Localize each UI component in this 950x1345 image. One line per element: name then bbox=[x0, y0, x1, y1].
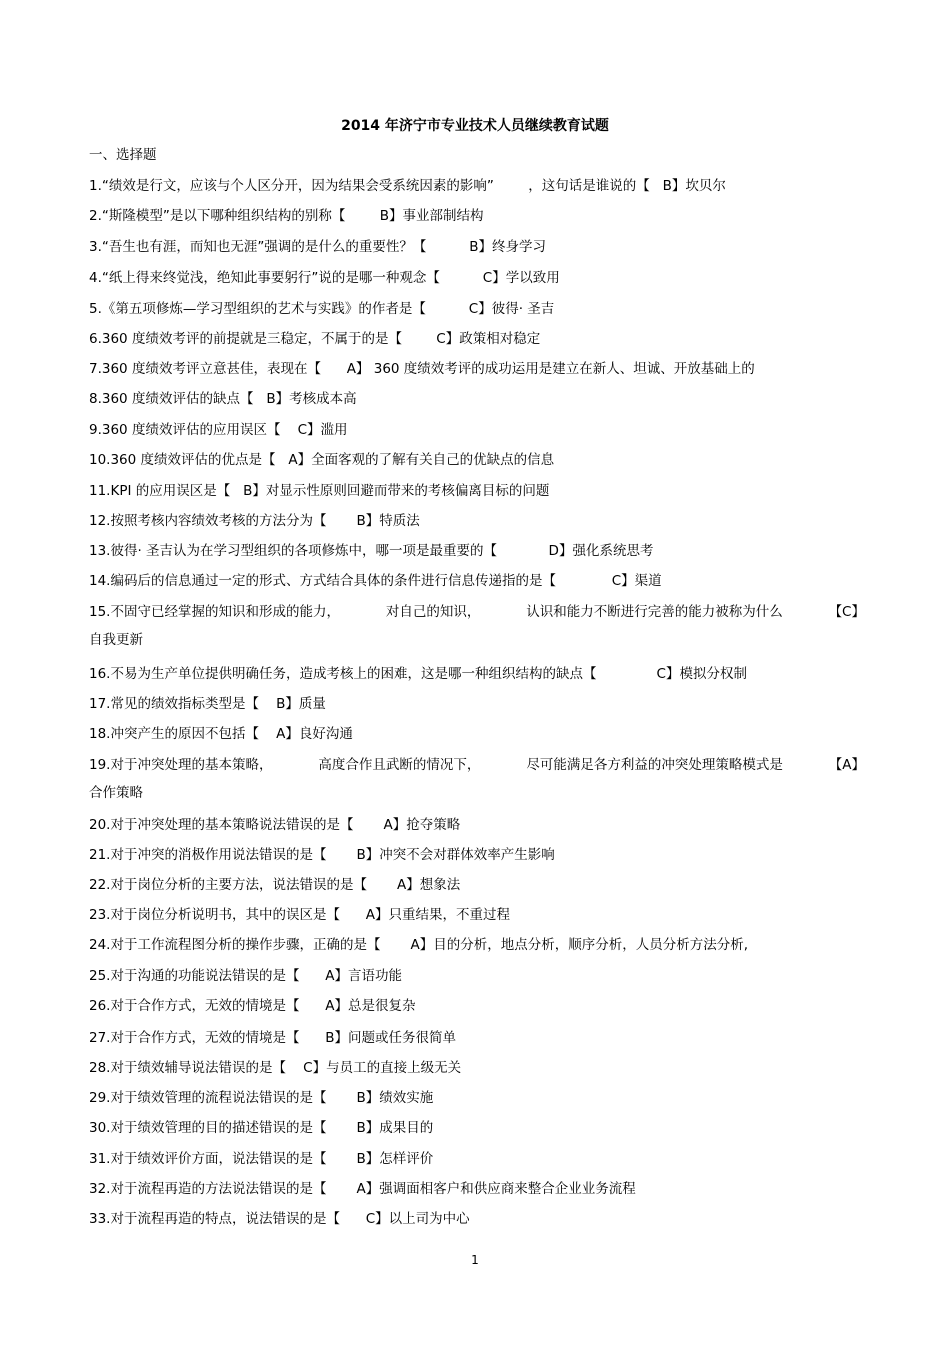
question-text: 对自己的知识， bbox=[385, 604, 481, 620]
answer-text: B】绩效实施 bbox=[326, 1090, 434, 1106]
question-text: 27.对于合作方式，无效的情境是【 bbox=[89, 1030, 300, 1046]
question-item bbox=[89, 1209, 869, 1229]
question-text: 13.彼得· 圣吉认为在学习型组织的各项修炼中，哪一项是最重要的【 bbox=[89, 543, 498, 559]
question-item bbox=[89, 389, 869, 409]
answer-text: A】总是很复杂 bbox=[299, 998, 416, 1014]
question-item bbox=[89, 905, 869, 925]
answer-text: B】考核成本高 bbox=[253, 391, 357, 407]
answer-text: 合作策略 bbox=[89, 785, 143, 801]
answer-text: D】强化系统思考 bbox=[497, 543, 654, 559]
answer-text: C】彼得· 圣吉 bbox=[425, 301, 555, 317]
answer-text: C】滥用 bbox=[280, 422, 348, 438]
question-text: 10.360 度绩效评估的优点是【 bbox=[89, 452, 276, 468]
answer-text: A】言语功能 bbox=[299, 968, 402, 984]
question-item bbox=[89, 329, 869, 349]
question-text: 23.对于岗位分析说明书，其中的误区是【 bbox=[89, 907, 340, 923]
answer-text: A】目的分析，地点分析，顺序分析，人员分析方法分析, bbox=[380, 937, 749, 953]
question-item bbox=[89, 1179, 869, 1199]
question-text: 9.360 度绩效评估的应用误区【 bbox=[89, 422, 281, 438]
question-item bbox=[89, 1028, 869, 1048]
question-item bbox=[89, 875, 869, 895]
question-text: 16.不易为生产单位提供明确任务，造成考核上的困难，这是哪一种组织结构的缺点【 bbox=[89, 666, 597, 682]
question-text: 22.对于岗位分析的主要方法，说法错误的是【 bbox=[89, 877, 367, 893]
question-text: 认识和能力不断进行完善的能力被称为什么 bbox=[526, 604, 783, 620]
question-text: ，这句话是谁说的【 bbox=[528, 178, 650, 194]
question-item bbox=[89, 571, 869, 591]
question-text: 7.360 度绩效考评立意甚佳，表现在【 bbox=[89, 361, 321, 377]
question-text: 31.对于绩效评价方面，说法错误的是【 bbox=[89, 1151, 327, 1167]
answer-text: B】终身学习 bbox=[426, 239, 547, 255]
spacer bbox=[494, 178, 528, 194]
page-number: 1 bbox=[471, 1253, 479, 1267]
question-item bbox=[89, 541, 869, 561]
answer-text: 【C】 bbox=[828, 604, 865, 620]
question-text: 5.《第五项修炼—学习型组织的艺术与实践》的作者是【 bbox=[89, 301, 426, 317]
question-item bbox=[89, 755, 869, 803]
answer-text: B】特质法 bbox=[326, 513, 420, 529]
question-item bbox=[89, 481, 869, 501]
question-text: 32.对于流程再造的方法说法错误的是【 bbox=[89, 1181, 327, 1197]
question-item bbox=[89, 206, 869, 226]
question-item bbox=[89, 299, 869, 319]
question-item bbox=[89, 996, 869, 1016]
question-text: 20.对于冲突处理的基本策略说法错误的是【 bbox=[89, 817, 354, 833]
question-text: 6.360 度绩效考评的前提就是三稳定，不属于的是【 bbox=[89, 331, 402, 347]
question-text: 17.常见的绩效指标类型是【 bbox=[89, 696, 259, 712]
answer-text: B】问题或任务很简单 bbox=[299, 1030, 456, 1046]
question-text: 26.对于合作方式，无效的情境是【 bbox=[89, 998, 300, 1014]
answer-text: 自我更新 bbox=[89, 632, 143, 648]
question-text: 4.“纸上得来终觉浅，绝知此事要躬行”说的是哪一种观念【 bbox=[89, 270, 440, 286]
question-text: 19.对于冲突处理的基本策略， bbox=[89, 757, 273, 773]
question-item bbox=[89, 845, 869, 865]
answer-text: B】事业部制结构 bbox=[345, 208, 484, 224]
question-text: 11.KPI 的应用误区是【 bbox=[89, 483, 231, 499]
answer-text: B】成果目的 bbox=[326, 1120, 434, 1136]
question-text: 29.对于绩效管理的流程说法错误的是【 bbox=[89, 1090, 327, 1106]
question-item bbox=[89, 268, 869, 288]
question-item bbox=[89, 935, 869, 955]
question-text: 21.对于冲突的消极作用说法错误的是【 bbox=[89, 847, 327, 863]
document-title: 2014 年济宁市专业技术人员继续教育试题 bbox=[341, 118, 609, 134]
question-item bbox=[89, 694, 869, 714]
question-item bbox=[89, 176, 869, 196]
question-text: 18.冲突产生的原因不包括【 bbox=[89, 726, 259, 742]
question-text: 28.对于绩效辅导说法错误的是【 bbox=[89, 1060, 286, 1076]
question-item bbox=[89, 724, 869, 744]
question-item bbox=[89, 664, 869, 684]
question-item bbox=[89, 237, 869, 257]
answer-text: A】抢夺策略 bbox=[353, 817, 461, 833]
answer-text: C】模拟分权制 bbox=[596, 666, 747, 682]
answer-text: C】以上司为中心 bbox=[339, 1211, 470, 1227]
answer-text: B】坎贝尔 bbox=[649, 178, 726, 194]
question-text: 24.对于工作流程图分析的操作步骤，正确的是【 bbox=[89, 937, 381, 953]
answer-text: A】只重结果，不重过程 bbox=[339, 907, 510, 923]
question-text: 3.“吾生也有涯，而知也无涯”强调的是什么的重要性？【 bbox=[89, 239, 427, 255]
question-text: 尽可能满足各方利益的冲突处理策略模式是 bbox=[526, 757, 783, 773]
question-text: 15.不固守已经掌握的知识和形成的能力， bbox=[89, 604, 340, 620]
answer-text: C】学以致用 bbox=[439, 270, 560, 286]
question-item bbox=[89, 1118, 869, 1138]
answer-text: A】全面客观的了解有关自己的优缺点的信息 bbox=[275, 452, 555, 468]
question-item bbox=[89, 420, 869, 440]
answer-text: B】怎样评价 bbox=[326, 1151, 434, 1167]
question-text: 30.对于绩效管理的目的描述错误的是【 bbox=[89, 1120, 327, 1136]
question-text: 25.对于沟通的功能说法错误的是【 bbox=[89, 968, 300, 984]
section-heading: 一、选择题 bbox=[89, 147, 157, 163]
question-text: 1.“绩效是行文，应该与个人区分开，因为结果会受系统因素的影响” bbox=[89, 178, 494, 194]
answer-text: C】与员工的直接上级无关 bbox=[285, 1060, 462, 1076]
answer-text: A】 360 度绩效考评的成功运用是建立在新人、坦诚、开放基础上的 bbox=[320, 361, 755, 377]
question-text: 8.360 度绩效评估的缺点【 bbox=[89, 391, 254, 407]
answer-text: A】强调面相客户和供应商来整合企业业务流程 bbox=[326, 1181, 636, 1197]
question-text: 高度合作且武断的情况下， bbox=[318, 757, 481, 773]
question-item bbox=[89, 1088, 869, 1108]
answer-text: C】渠道 bbox=[555, 573, 662, 589]
question-item bbox=[89, 450, 869, 470]
question-item bbox=[89, 511, 869, 531]
question-text: 33.对于流程再造的特点，说法错误的是【 bbox=[89, 1211, 340, 1227]
question-item bbox=[89, 966, 869, 986]
question-item bbox=[89, 815, 869, 835]
answer-text: A】良好沟通 bbox=[258, 726, 353, 742]
question-text: 12.按照考核内容绩效考核的方法分为【 bbox=[89, 513, 327, 529]
answer-text: C】政策相对稳定 bbox=[401, 331, 541, 347]
answer-text: B】质量 bbox=[258, 696, 326, 712]
question-item bbox=[89, 1149, 869, 1169]
answer-text: A】想象法 bbox=[366, 877, 461, 893]
question-text: 14.编码后的信息通过一定的形式、方式结合具体的条件进行信息传递指的是【 bbox=[89, 573, 556, 589]
question-item bbox=[89, 1058, 869, 1078]
answer-text: 【A】 bbox=[828, 757, 865, 773]
question-item bbox=[89, 602, 869, 650]
question-item bbox=[89, 359, 869, 379]
answer-text: B】对显示性原则回避而带来的考核偏离目标的问题 bbox=[230, 483, 550, 499]
answer-text: B】冲突不会对群体效率产生影响 bbox=[326, 847, 555, 863]
question-text: 2.“斯隆模型”是以下哪种组织结构的别称【 bbox=[89, 208, 346, 224]
